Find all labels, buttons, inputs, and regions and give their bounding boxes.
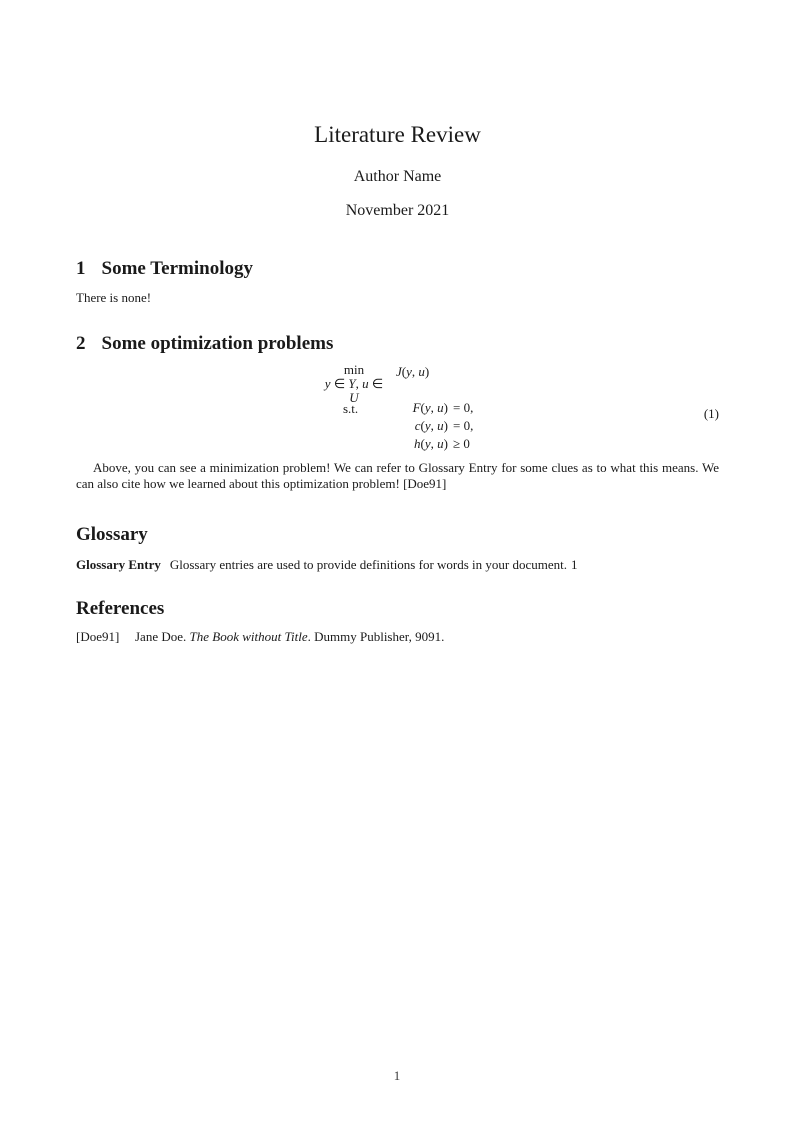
- reference-label: [Doe91]: [76, 629, 120, 644]
- glossary-heading: Glossary: [76, 524, 148, 545]
- glossary-entry-pageref: 1: [571, 557, 578, 572]
- constraint-row: [388, 418, 473, 436]
- document-author: Author Name: [353, 168, 442, 185]
- section-1-title: Some Terminology: [101, 258, 253, 279]
- page-content: [76, 0, 719, 645]
- glossary-entry-term: Glossary Entry: [76, 557, 161, 572]
- constraint-lhs: c(y, u): [414, 418, 448, 433]
- min-label: min: [343, 362, 365, 377]
- reference-authors: Jane Doe.: [135, 629, 187, 644]
- optimization-equation: [76, 362, 719, 452]
- reference-publisher: . Dummy Publisher, 9091.: [307, 629, 445, 644]
- subject-to-label: s.t.: [343, 401, 359, 416]
- constraint-rhs: = 0,: [453, 418, 474, 433]
- glossary-entry-definition: Glossary entries are used to provide definitions for words in your document.: [169, 557, 568, 572]
- section-2-heading: [76, 332, 719, 355]
- constraint-lhs: F(y, u): [412, 400, 448, 415]
- section-1-number: 1: [76, 258, 86, 279]
- title-block: [76, 0, 719, 220]
- objective-function: J(y, u): [396, 364, 430, 379]
- min-subscript: y ∈ Y, u ∈ U: [324, 376, 384, 405]
- section-2-number: 2: [76, 333, 86, 354]
- min-operator: [322, 363, 386, 405]
- equation-number: (1): [703, 406, 719, 421]
- section-1-body: There is none!: [76, 290, 152, 305]
- section-1-heading: [76, 257, 719, 280]
- body-paragraph: Above, you can see a minimization problem! We can refer to Glossary Entry for some clues as to what this means. We can also cite how we learned about this optimization problem! [Doe91]: [76, 460, 719, 491]
- constraint-row: [388, 400, 473, 418]
- references-heading: References: [76, 598, 165, 619]
- constraint-row: [388, 436, 473, 454]
- glossary-entry: [76, 557, 719, 573]
- reference-book-title: The Book without Title: [189, 629, 308, 644]
- page-number: 1: [393, 1068, 401, 1083]
- section-2-title: Some optimization problems: [101, 333, 334, 354]
- constraint-lhs: h(y, u): [414, 436, 448, 451]
- reference-item: [76, 629, 719, 645]
- constraint-list: [388, 400, 473, 454]
- constraint-rhs: ≥ 0: [453, 436, 470, 451]
- document-date: November 2021: [345, 202, 450, 219]
- constraint-rhs: = 0,: [453, 400, 474, 415]
- document-title: Literature Review: [314, 122, 481, 147]
